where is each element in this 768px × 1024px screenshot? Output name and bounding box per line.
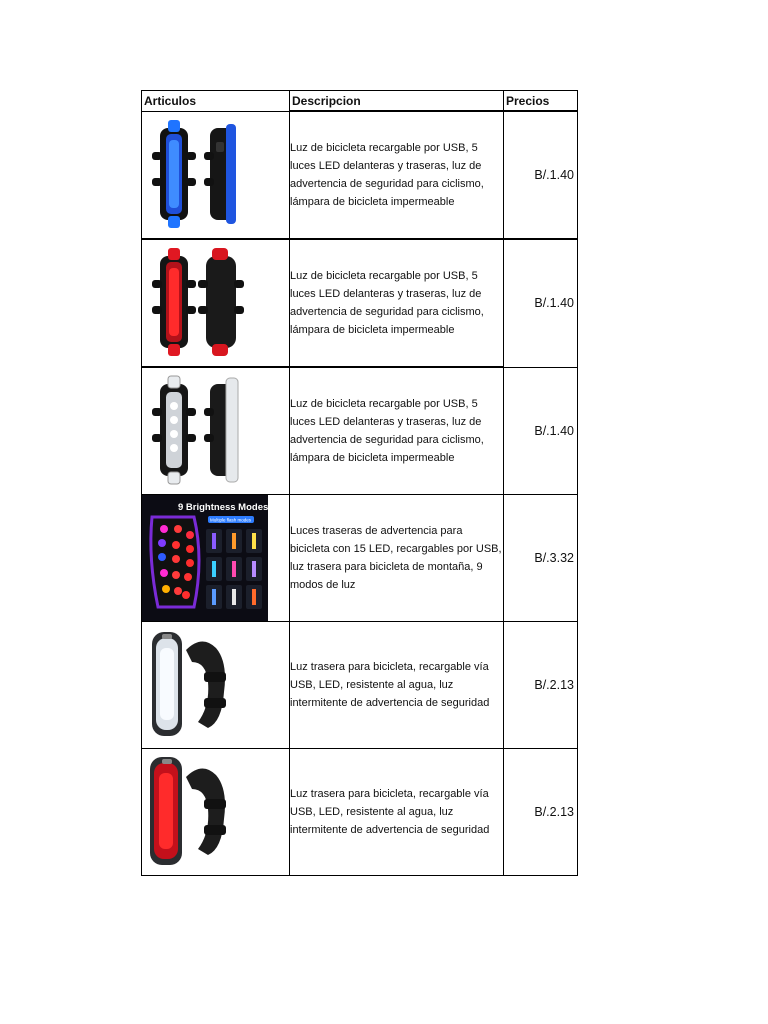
product-image-cell xyxy=(142,111,290,239)
product-description: Luz de bicicleta recargable por USB, 5 luces LED delanteras y traseras, luz de advertencia de seguridad para ciclismo, lámpara de bicicleta impermeable xyxy=(290,111,504,239)
product-price: B/.1.40 xyxy=(504,367,578,495)
product-description: Luces traseras de advertencia para bicicleta con 15 LED, recargables por USB, luz trasera para bicicleta de montaña, 9 modos de luz xyxy=(290,495,504,622)
product-description: Luz de bicicleta recargable por USB, 5 luces LED delanteras y traseras, luz de advertencia de seguridad para ciclismo, lámpara de bicicleta impermeable xyxy=(290,239,504,367)
product-price: B/.3.32 xyxy=(504,495,578,622)
red-bike-light-image xyxy=(142,240,290,366)
table-row xyxy=(142,239,578,367)
flash-modes-text: Multiple flash modes xyxy=(210,517,252,523)
table-row xyxy=(142,495,578,622)
header-articulos: Articulos xyxy=(142,91,290,112)
table-row xyxy=(142,749,578,876)
white-bike-light-image xyxy=(142,368,290,494)
product-price: B/.2.13 xyxy=(504,749,578,876)
product-description: Luz de bicicleta recargable por USB, 5 luces LED delanteras y traseras, luz de advertencia de seguridad para ciclismo, lámpara de bicicleta impermeable xyxy=(290,367,504,495)
header-descripcion: Descripcion xyxy=(290,91,504,112)
blue-bike-light-image xyxy=(142,112,290,238)
product-image-cell xyxy=(142,622,290,749)
led-tail-light-image xyxy=(142,495,290,621)
product-image-cell xyxy=(142,749,290,876)
table-row xyxy=(142,622,578,749)
product-image-cell xyxy=(142,495,290,622)
header-precios: Precios xyxy=(504,91,578,112)
product-description: Luz trasera para bicicleta, recargable vía USB, LED, resistente al agua, luz intermitente de advertencia de seguridad xyxy=(290,749,504,876)
product-description: Luz trasera para bicicleta, recargable vía USB, LED, resistente al agua, luz intermitente de advertencia de seguridad xyxy=(290,622,504,749)
product-price: B/.1.40 xyxy=(504,111,578,239)
header-row xyxy=(142,91,578,112)
white-tail-light-image xyxy=(142,622,290,748)
table-row xyxy=(142,111,578,239)
product-image-cell xyxy=(142,367,290,495)
product-image-cell xyxy=(142,239,290,367)
product-table xyxy=(141,90,578,876)
brightness-modes-text: 9 Brightness Modes xyxy=(178,502,269,513)
product-price: B/.1.40 xyxy=(504,239,578,367)
product-price: B/.2.13 xyxy=(504,622,578,749)
table-row xyxy=(142,367,578,495)
red-tail-light-image xyxy=(142,749,290,875)
